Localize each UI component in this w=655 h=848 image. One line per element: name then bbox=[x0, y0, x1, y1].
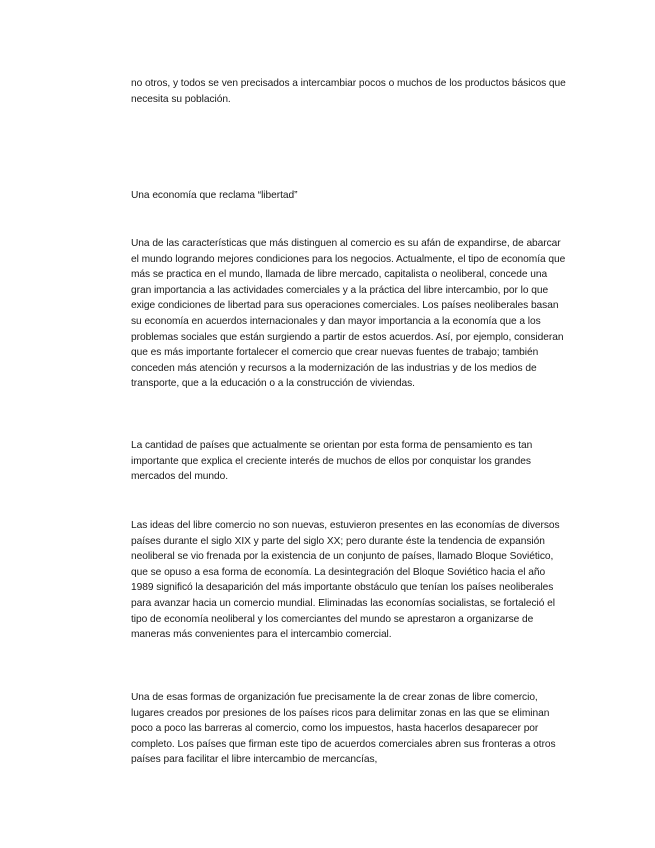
body-paragraph: La cantidad de países que actualmente se orientan por esta forma de pensamiento es tan importante que explica el creciente interés de muchos de ellos por conquistar los grandes mercados del mundo. bbox=[131, 440, 533, 483]
section-heading: Una economía que reclama “libertad” bbox=[131, 190, 298, 201]
body-paragraph: Las ideas del libre comercio no son nuevas, estuvieron presentes en las economías de diversos países durante el siglo XIX y parte del siglo XX; pero durante éste la tendencia de expansión neoliberal se vio frenada por la existencia de un conjunto de países, llamado Bloque Soviético, que se opuso a esa forma de economía. La desintegración del Bloque Soviético hacia el año 1989 significó la desaparición del más importante obstáculo que tenían los países neoliberales para avanzar hacia un comercio mundial. Eliminadas las economías socialistas, se fortaleció el tipo de economía neoliberal y los comerciantes del mundo se aprestaron a organizarse de maneras más convenientes para el intercambio comercial. bbox=[131, 520, 560, 641]
body-paragraph: Una de las características que más distinguen al comercio es su afán de expandirse, de abarcar el mundo logrando mejores condiciones para los negocios. Actualmente, el tipo de economía que más se practica en el mundo, llamada de libre mercado, capitalista o neoliberal, concede una gran importancia a las actividades comerciales y a la práctica del libre intercambio, por lo que exige condiciones de libertad para sus operaciones comerciales. Los países neoliberales basan su economía en acuerdos internacionales y dan mayor importancia a la economía que a los problemas sociales que están surgiendo a partir de estos acuerdos. Así, por ejemplo, consideran que es más importante fortalecer el comercio que crear nuevas fuentes de trabajo; también conceden más atención y recursos a la modernización de las industrias y de los medios de transporte, que a la educación o a la construcción de viviendas. bbox=[131, 238, 566, 390]
body-paragraph: Una de esas formas de organización fue precisamente la de crear zonas de libre comercio, lugares creados por presiones de los países ricos para delimitar zonas en las que se eliminan poco a poco las barreras al comercio, como los impuestos, hasta hacerlos desaparecer por completo. Los países que firman este tipo de acuerdos comerciales abren sus fronteras a otros países para facilitar el libre intercambio de mercancías, bbox=[131, 692, 556, 766]
intro-paragraph: no otros, y todos se ven precisados a intercambiar pocos o muchos de los productos básicos que necesita su población. bbox=[131, 78, 566, 105]
